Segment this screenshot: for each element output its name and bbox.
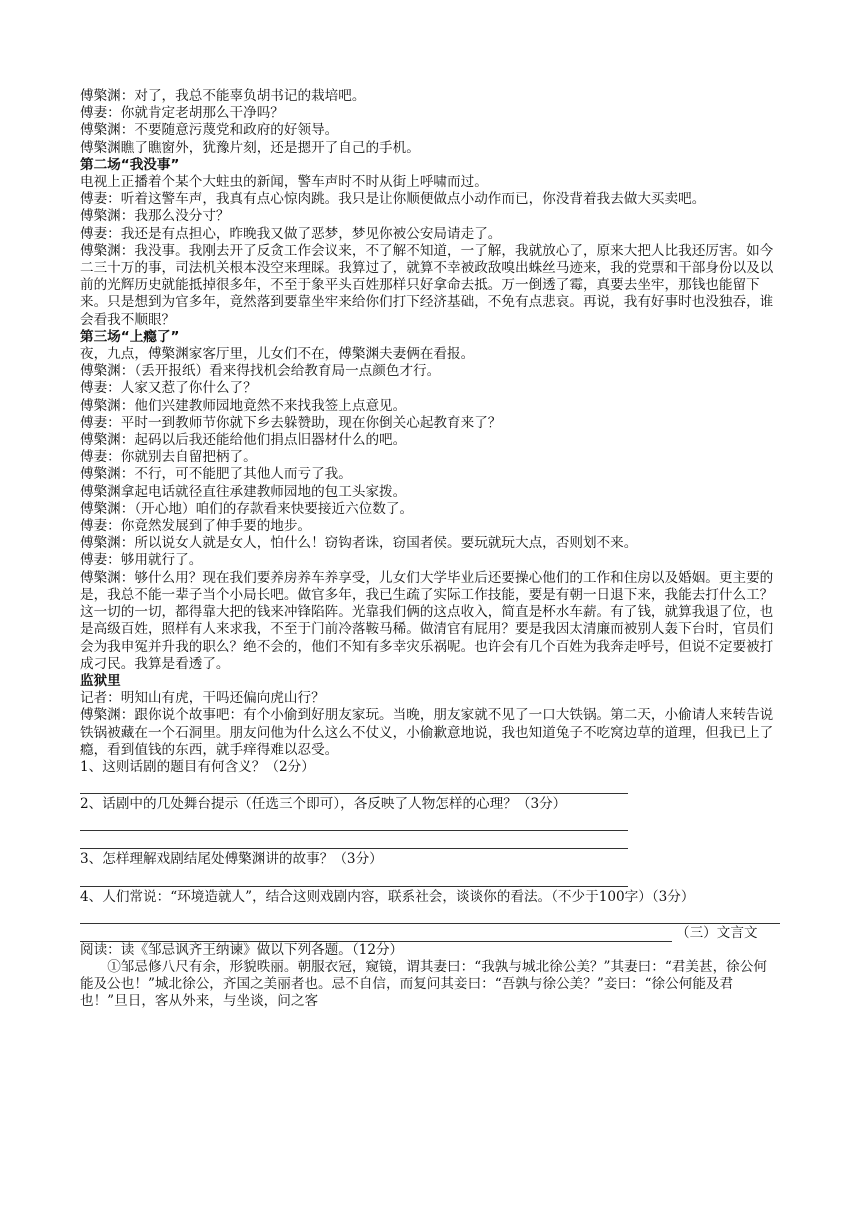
dialogue-line: 傅妻：你竟然发展到了伸手要的地步。 [80,518,312,535]
dialogue-line: 记者：明知山有虎，干吗还偏向虎山行？ [80,690,325,707]
question-2: 2、话剧中的几处舞台提示（任选三个即可），各反映了人物怎样的心理？（3分） [80,796,567,813]
dialogue-line: 傅妻：你就别去自留把柄了。 [80,449,257,466]
section-3-row [80,924,780,942]
dialogue-line: 傅妻：你就肯定老胡那么干净吗？ [80,105,284,122]
dialogue-line: 傅檠渊：我那么没分寸？ [80,208,230,225]
dialogue-line: 傅妻：平时一到教师节你就下乡去躲赞助，现在你倒关心起教育来了？ [80,414,502,431]
dialogue-line: 傅檠渊：不行，可不能肥了其他人而亏了我。 [80,466,352,483]
section-3-heading: （三）文言文 [676,924,758,941]
question-3: 3、怎样理解戏剧结尾处傅檠渊讲的故事？（3分） [80,851,383,868]
dialogue-line: 傅檠渊：够什么用？现在我们要养房养车养享受，儿女们大学毕业后还要操心他们的工作和住房以及婚姻。更主要的是，我总不能一辈子当个小局长吧。做官多年，我已生疏了实际工作技能，要是有朝一日退下来，我能去打什么工？这一切的一切，都得靠大把的钱来冲锋陷阵。光靠我们俩的这点收入，简直是杯水车薪。有了钱，就算我退了位，也是高级百姓，照样有人来求我，不至于门前冷落鞍马稀。做清官有屁用？要是我因太清廉而被别人轰下台时，官员们会为我申冤并升我的职么？绝不会的，他们不知有多幸灾乐祸呢。也许会有几个百姓为我奔走呼号，但说不定要被打成刁民。我算是看透了。 [80,569,774,672]
scene-4-heading: 监狱里 [80,672,121,689]
answer-line-2a[interactable] [80,813,628,831]
dialogue-line: 傅檠渊：不要随意污蔑党和政府的好领导。 [80,122,339,139]
reading-intro: 阅读：读《邹忌讽齐王纳谏》做以下列各题。（12分） [80,941,404,958]
stage-direction: 电视上正播着个某个大蛀虫的新闻，警车声时不时从街上呼啸而过。 [80,174,488,191]
question-4: 4、人们常说：“环境造就人”，结合这则戏剧内容，联系社会，谈谈你的看法。（不少于100字）（3分） [80,888,695,905]
dialogue-line: 傅檠渊：（开心地）咱们的存款看来快要接近六位数了。 [80,500,414,517]
scene-3-heading: 第三场“上瘾了” [80,328,180,345]
dialogue-line: 傅妻：人家又惹了你什么了？ [80,380,257,397]
dialogue-line: 傅檠渊：跟你说个故事吧：有个小偷到好朋友家玩。当晚，朋友家就不见了一口大铁锅。第二天，小偷请人来转告说铁锅被藏在一个石洞里。朋友问他为什么这么不仗义，小偷歉意地说，我也知道兔子不吃窝边草的道理，但我已上了瘾，看到值钱的东西，就手痒得难以忍受。 [80,707,774,758]
exam-page [80,88,780,1011]
dialogue-line: 傅檠渊：（丢开报纸）看来得找机会给教育局一点颜色才行。 [80,363,441,380]
stage-direction: 夜，九点，傅檠渊家客厅里，儿女们不在，傅檠渊夫妻俩在看报。 [80,346,475,363]
dialogue-line: 傅檠渊：起码以后我还能给他们捐点旧器材什么的吧。 [80,432,407,449]
dialogue-line: 傅妻：我还是有点担心，昨晚我又做了恶梦，梦见你被公安局请走了。 [80,225,502,242]
dialogue-line: 傅檠渊：他们兴建教师园地竟然不来找我签上点意见。 [80,397,407,414]
dialogue-line: 傅檠渊：我没事。我刚去开了反贪工作会议来，不了解不知道，一了解，我就放心了，原来大把人比我还厉害。如今二三十万的事，司法机关根本没空来理睬。我算过了，就算不幸被政敌嗅出蛛丝马迹来，我的党票和干部身份以及以前的光辉历史就能抵掉很多年，不至于象平头百姓那样只好拿命去抵。万一倒透了霉，真要去坐牢，那钱也能留下来。只是想到为官多年，竟然落到要靠坐牢来给你们打下经济基础，不免有点悲哀。再说，我有好事时也没独吞，谁会看我不顺眼？ [80,242,774,328]
answer-line-4b[interactable] [80,924,672,942]
stage-direction: 傅檠渊瞧了瞧窗外，犹豫片刻，还是摁开了自己的手机。 [80,139,420,156]
passage-paragraph-1: ①邹忌修八尺有余，形貌昳丽。朝服衣冠，窥镜，谓其妻曰：“我孰与城北徐公美？”其妻曰：“君美甚，徐公何能及公也！”城北徐公，齐国之美丽者也。忌不自信，而复问其妾曰：“吾孰与徐公美？”妾曰：“徐公何能及君也！”旦日，客从外来，与坐谈，问之客 [80,958,767,1010]
answer-line-4a[interactable] [80,906,780,924]
dialogue-line: 傅妻：听着这警车声，我真有点心惊肉跳。我只是让你顺便做点小动作而已，你没背着我去做大买卖吧。 [80,191,706,208]
answer-line-3[interactable] [80,869,628,887]
stage-direction: 傅檠渊拿起电话就径直往承建教师园地的包工头家拨。 [80,483,407,500]
dialogue-line: 傅檠渊：所以说女人就是女人，怕什么！窃钩者诛，窃国者侯。要玩就玩大点，否则划不来。 [80,535,638,552]
dialogue-line: 傅檠渊：对了，我总不能辜负胡书记的栽培吧。 [80,88,366,104]
scene-2-heading: 第二场“我没事” [80,156,180,173]
question-1: 1、这则话剧的题目有何含义？（2分） [80,758,315,775]
dialogue-line: 傅妻：够用就行了。 [80,552,203,569]
answer-line-2b[interactable] [80,831,628,849]
answer-line-1[interactable] [80,776,628,794]
